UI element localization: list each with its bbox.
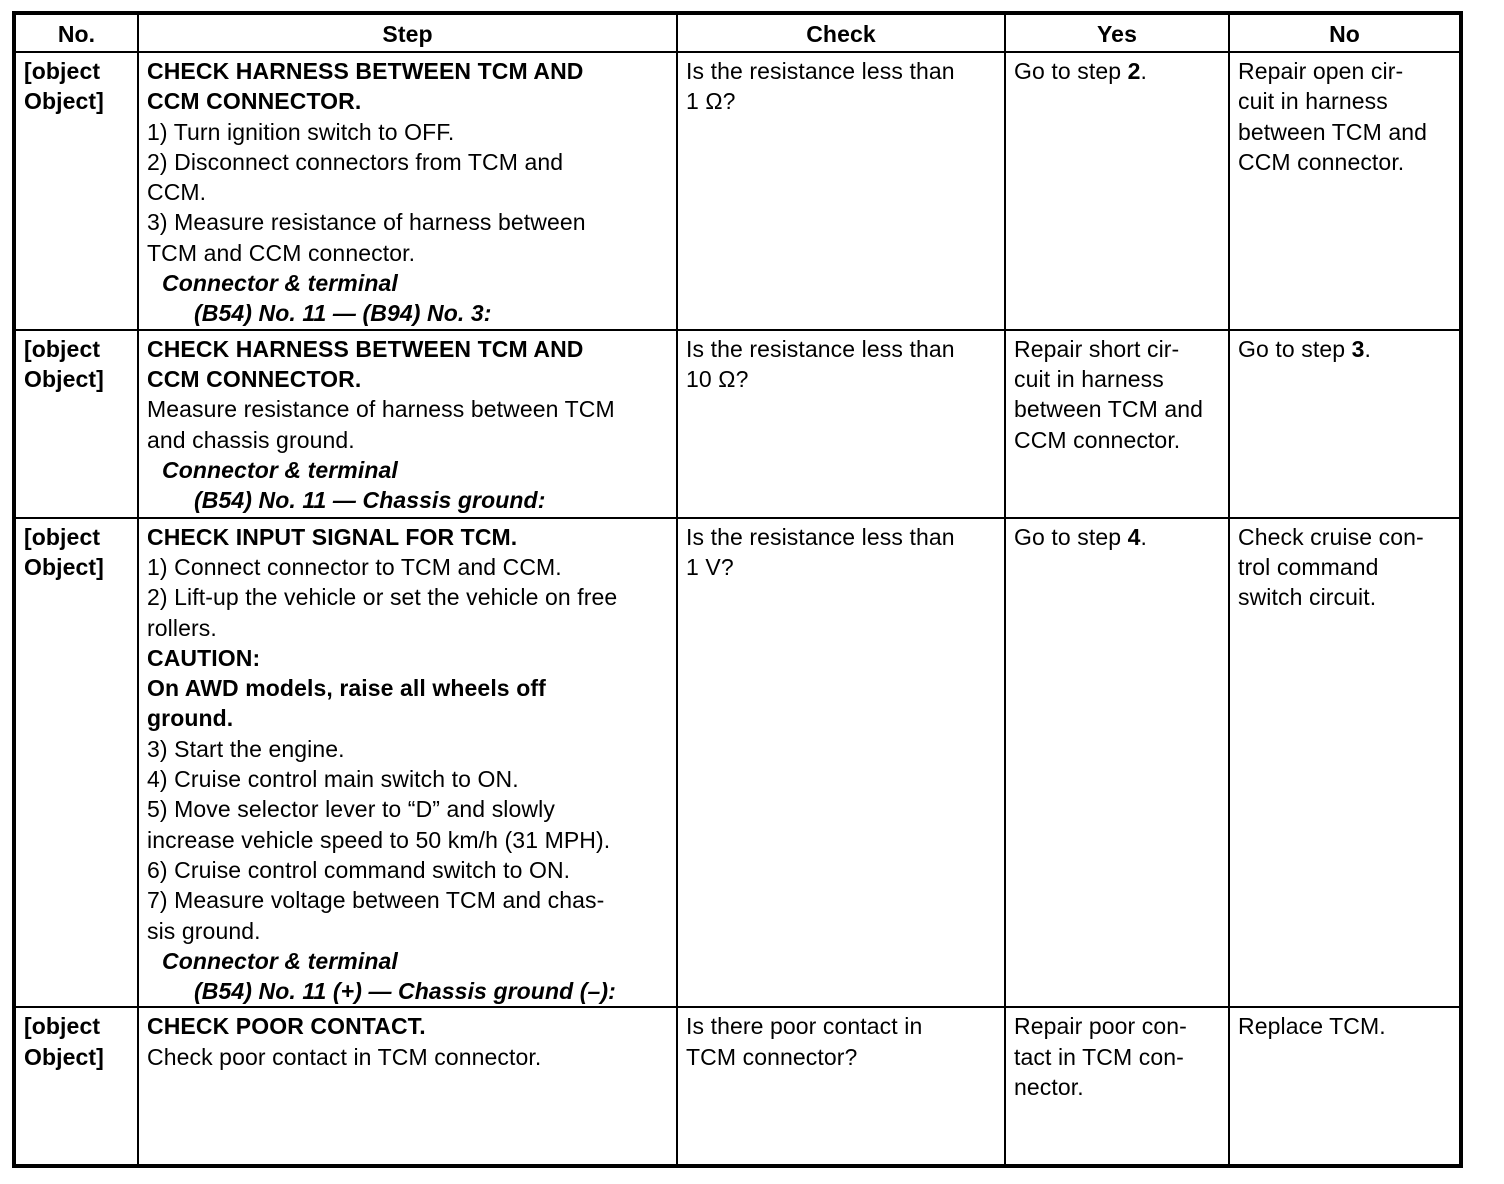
step-line: Measure resistance of harness between TCM	[147, 396, 615, 423]
step-title: CCM CONNECTOR.	[147, 88, 362, 115]
yes-line: Repair short cir-	[1014, 335, 1180, 362]
connector-terminal-label: Connector & terminal	[162, 456, 398, 483]
table-row	[14, 1007, 1461, 1166]
step-number: [object Object]	[14, 330, 138, 518]
header-check: Check	[677, 13, 1005, 52]
connector-terminal-value: (B54) No. 11 — Chassis ground:	[194, 487, 546, 514]
step-line: TCM and CCM connector.	[147, 239, 416, 266]
step-line: 4) Cruise control main switch to ON.	[147, 766, 519, 793]
header-yes: Yes	[1005, 13, 1229, 52]
table-row	[14, 518, 1461, 1008]
no-cell	[1229, 518, 1461, 1008]
goto-step	[1014, 522, 1220, 552]
step-line: Check poor contact in TCM connector.	[147, 1043, 542, 1070]
caution-text: ground.	[147, 705, 234, 732]
goto-period: .	[1364, 335, 1372, 362]
yes-cell	[1005, 518, 1229, 1008]
step-title: CHECK HARNESS BETWEEN TCM AND	[147, 58, 584, 84]
goto-step	[1014, 56, 1220, 86]
no-cell	[1229, 330, 1461, 518]
header-step: Step	[138, 13, 677, 52]
step-line: 3) Measure resistance of harness between	[147, 209, 586, 236]
step-title: CHECK INPUT SIGNAL FOR TCM.	[147, 523, 518, 550]
goto-step-number: 4	[1127, 523, 1141, 550]
step-line: 2) Lift-up the vehicle or set the vehicle on free	[147, 584, 618, 611]
step-number: [object Object]	[14, 518, 138, 1008]
connector-terminal-label: Connector & terminal	[162, 270, 398, 297]
check-cell	[677, 330, 1005, 518]
connector-terminal-value: (B54) No. 11 — (B94) No. 3:	[194, 300, 492, 327]
connector-terminal-value: (B54) No. 11 (+) — Chassis ground (–):	[194, 978, 616, 1005]
goto-step-number: 3	[1351, 335, 1365, 362]
no-line: cuit in harness	[1238, 88, 1388, 115]
yes-line: nector.	[1014, 1074, 1084, 1101]
header-row	[14, 13, 1461, 52]
step-cell	[138, 330, 677, 518]
header-no: No.	[14, 13, 138, 52]
step-line: 5) Move selector lever to “D” and slowly	[147, 796, 555, 823]
goto-text: Go to step	[1014, 58, 1128, 84]
no-line: between TCM and	[1238, 118, 1428, 145]
no-cell	[1229, 1007, 1461, 1166]
check-line: Is the resistance less than	[686, 523, 955, 550]
goto-step	[1238, 334, 1451, 364]
step-line: sis ground.	[147, 917, 261, 944]
step-line: 1) Connect connector to TCM and CCM.	[147, 553, 562, 580]
step-line: increase vehicle speed to 50 km/h (31 MPH).	[147, 826, 611, 853]
check-line: 1 V?	[686, 553, 734, 580]
step-line: 2) Disconnect connectors from TCM and	[147, 148, 564, 175]
step-line: 1) Turn ignition switch to OFF.	[147, 118, 455, 145]
step-line: rollers.	[147, 614, 217, 641]
no-line: Check cruise con-	[1238, 523, 1424, 550]
step-line: 7) Measure voltage between TCM and chas-	[147, 887, 605, 914]
goto-period: .	[1140, 58, 1148, 84]
goto-period: .	[1140, 523, 1148, 550]
goto-step-number: 2	[1127, 58, 1141, 84]
step-title: CCM CONNECTOR.	[147, 365, 362, 392]
step-cell	[138, 518, 677, 1008]
step-line: and chassis ground.	[147, 426, 355, 453]
check-line: 1 Ω?	[686, 88, 736, 115]
header-no-result: No	[1229, 13, 1461, 52]
step-number: [object Object]	[14, 52, 138, 330]
check-line: 10 Ω?	[686, 365, 749, 392]
check-line: Is the resistance less than	[686, 335, 955, 362]
check-cell	[677, 518, 1005, 1008]
check-line: TCM connector?	[686, 1043, 858, 1070]
yes-cell	[1005, 330, 1229, 518]
step-number: [object Object]	[14, 1007, 138, 1166]
goto-text: Go to step	[1238, 335, 1352, 362]
yes-line: Repair poor con-	[1014, 1013, 1187, 1040]
yes-line: between TCM and	[1014, 396, 1204, 423]
step-line: 3) Start the engine.	[147, 735, 345, 762]
step-cell	[138, 52, 677, 330]
no-line: switch circuit.	[1238, 584, 1377, 611]
yes-line: cuit in harness	[1014, 365, 1164, 392]
yes-line: CCM connector.	[1014, 426, 1181, 453]
step-line: CCM.	[147, 179, 207, 206]
diagnostic-table	[12, 11, 1463, 1168]
connector-terminal-label: Connector & terminal	[162, 947, 398, 974]
table-row	[14, 52, 1461, 330]
no-line: trol command	[1238, 553, 1379, 580]
caution-text: On AWD models, raise all wheels off	[147, 675, 546, 702]
goto-text: Go to step	[1014, 523, 1128, 550]
no-line: Repair open cir-	[1238, 58, 1404, 84]
no-line: CCM connector.	[1238, 148, 1405, 175]
yes-line: tact in TCM con-	[1014, 1043, 1184, 1070]
step-cell	[138, 1007, 677, 1166]
table-row	[14, 330, 1461, 518]
step-line: 6) Cruise control command switch to ON.	[147, 856, 571, 883]
check-line: Is the resistance less than	[686, 58, 955, 84]
no-line: Replace TCM.	[1238, 1013, 1386, 1040]
caution-label: CAUTION:	[147, 644, 261, 671]
check-cell	[677, 1007, 1005, 1166]
check-line: Is there poor contact in	[686, 1013, 923, 1040]
yes-cell	[1005, 1007, 1229, 1166]
yes-cell	[1005, 52, 1229, 330]
step-title: CHECK POOR CONTACT.	[147, 1013, 426, 1040]
step-title: CHECK HARNESS BETWEEN TCM AND	[147, 335, 584, 362]
check-cell	[677, 52, 1005, 330]
no-cell	[1229, 52, 1461, 330]
